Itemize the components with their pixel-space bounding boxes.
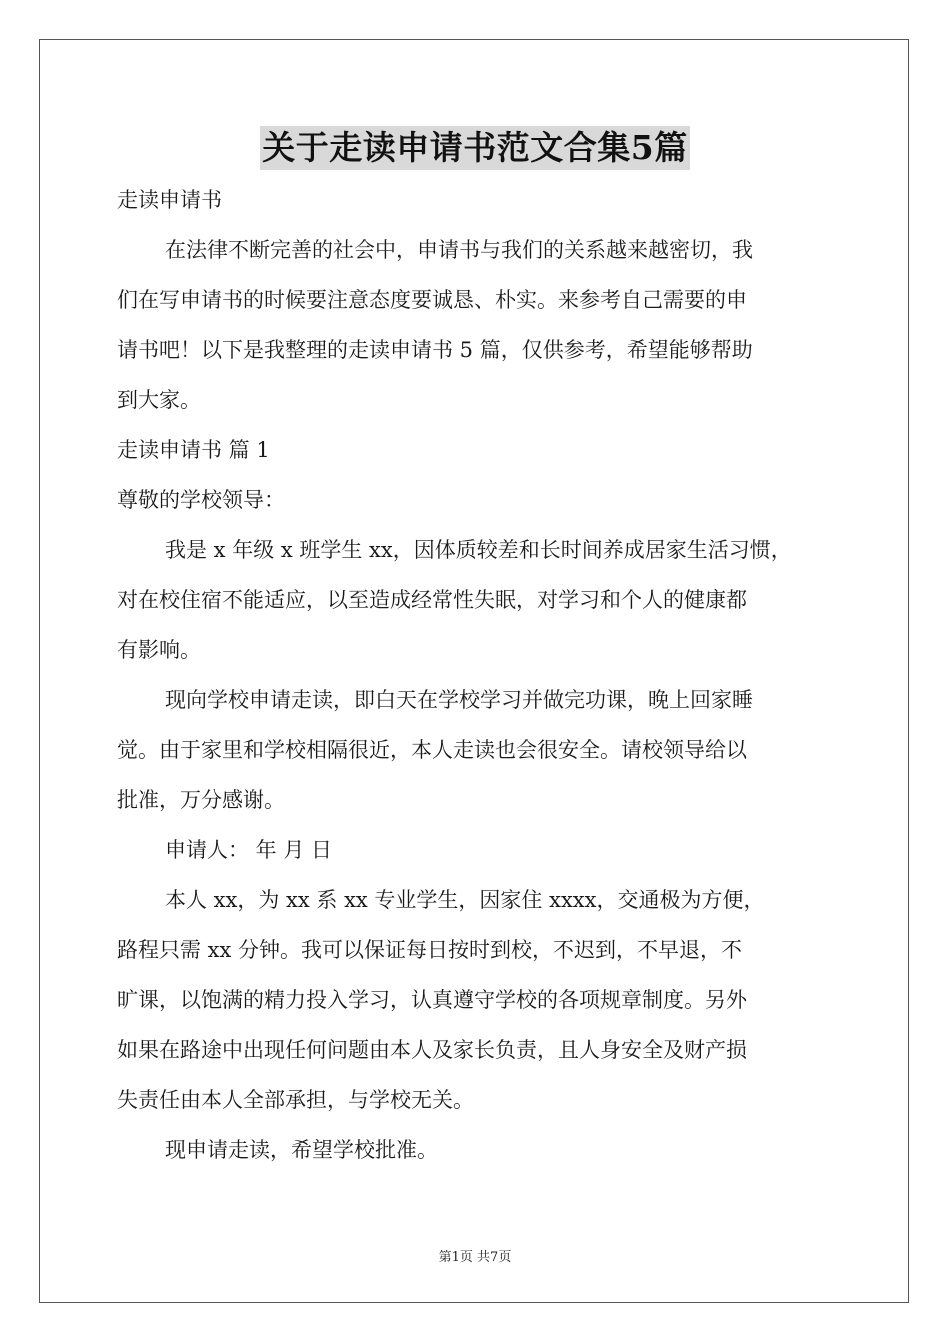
paragraph-line: 路程只需 xx 分钟。我可以保证每日按时到校，不迟到，不早退，不: [117, 938, 743, 962]
paragraph-line: 失责任由本人全部承担，与学校无关。: [117, 1088, 474, 1112]
paragraph-line: 旷课，以饱满的精力投入学习，认真遵守学校的各项规章制度。另外: [117, 988, 747, 1012]
paragraph-line: 对在校住宿不能适应，以至造成经常性失眠，对学习和个人的健康都: [117, 588, 747, 612]
paragraph-line: 有影响。: [117, 638, 201, 662]
paragraph-line: 在法律不断完善的社会中，申请书与我们的关系越来越密切，我: [165, 238, 753, 262]
document-title: 关于走读申请书范文合集5篇: [260, 126, 689, 170]
paragraph-line: 如果在路途中出现任何问题由本人及家长负责，且人身安全及财产损: [117, 1038, 747, 1062]
section-heading: 走读申请书: [117, 188, 222, 212]
page-footer: [0, 1249, 950, 1267]
title-container: [0, 126, 950, 170]
paragraph-line: 到大家。: [117, 388, 201, 412]
paragraph-line: 现申请走读，希望学校批准。: [165, 1138, 438, 1162]
paragraph-line: 现向学校申请走读，即白天在学校学习并做完功课，晚上回家睡: [165, 688, 753, 712]
paragraph-line: 批准，万分感谢。: [117, 788, 285, 812]
paragraph-line: 我是 x 年级 x 班学生 xx，因体质较差和长时间养成居家生活习惯，: [165, 538, 792, 562]
paragraph-line: 本人 xx，为 xx 系 xx 专业学生，因家住 xxxx，交通极为方便，: [165, 888, 765, 912]
paragraph-line: 们在写申请书的时候要注意态度要诚恳、朴实。来参考自己需要的申: [117, 288, 747, 312]
page-number: 第1页 共7页: [438, 1250, 512, 1265]
paragraph-line: 觉。由于家里和学校相隔很近，本人走读也会很安全。请校领导给以: [117, 738, 747, 762]
salutation: 尊敬的学校领导：: [117, 488, 285, 512]
signature-line: 申请人： 年 月 日: [165, 838, 333, 862]
section-heading: 走读申请书 篇 1: [117, 438, 270, 462]
paragraph-line: 请书吧！以下是我整理的走读申请书 5 篇，仅供参考，希望能够帮助: [117, 338, 753, 362]
